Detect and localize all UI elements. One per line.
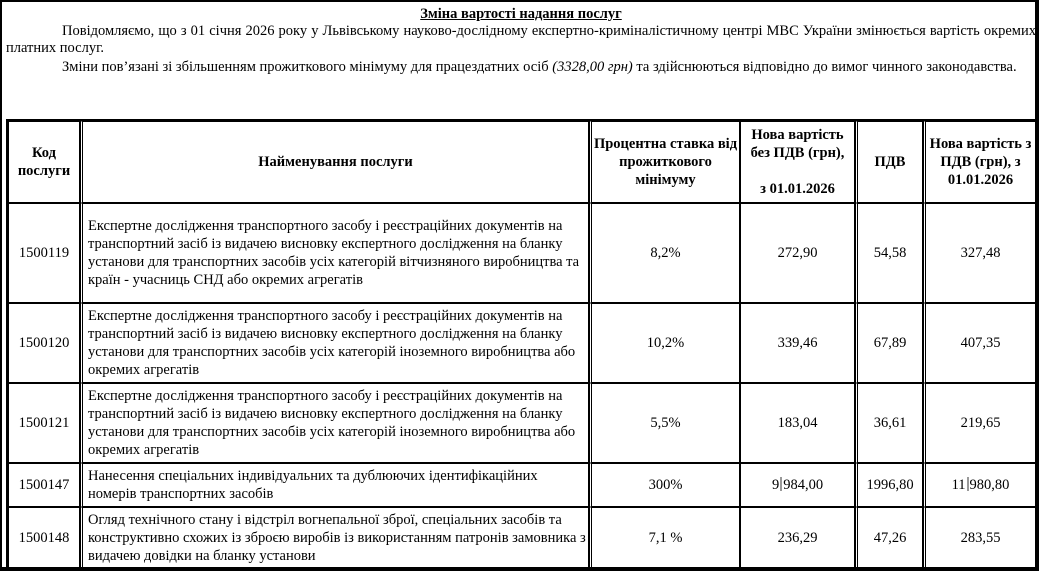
service-price: 339,46 (740, 303, 855, 383)
notice-paragraph-2: Зміни пов’язані зі збільшенням прожиткового мінімуму для працездатних осіб (3328,00 грн) та здійснюються відповідно до вимог чинного законодавства. (62, 59, 1017, 75)
service-price: 236,29 (740, 507, 855, 569)
subsistence-minimum: (3328,00 грн) (552, 59, 633, 75)
service-price: 9 984,00 (740, 463, 855, 507)
table-row (8, 383, 1036, 463)
table-header-row (8, 121, 1036, 203)
service-vat: 67,89 (855, 303, 923, 383)
service-new-price: 327,48 (923, 203, 1036, 303)
service-code: 1500148 (8, 507, 80, 569)
table-row (8, 303, 1036, 383)
service-vat: 36,61 (855, 383, 923, 463)
service-name: Експертне дослідження транспортного засобу і реєстраційних документів на транспортний засіб із видачею висновку експертного дослідження на бланку установи для транспортних засобів усіх категорій іноземного виробництва або окремих агрегатів (80, 303, 589, 383)
header-name: Найменування послуги (80, 121, 589, 203)
service-new-price: 407,35 (923, 303, 1036, 383)
service-pct: 8,2% (589, 203, 740, 303)
digit-separator-mark (780, 477, 782, 491)
service-pct: 5,5% (589, 383, 740, 463)
header-vat: ПДВ (855, 121, 923, 203)
table-row (8, 203, 1036, 303)
service-pct: 10,2% (589, 303, 740, 383)
table-row (8, 507, 1036, 569)
notice-paragraph-1: Повідомляємо, що з 01 січня 2026 року у Львівському науково-дослідному експертно-криміналістичному центрі МВС України змінюється вартість окремих платних послуг. (6, 23, 1036, 56)
service-code: 1500119 (8, 203, 80, 303)
digit-separator-mark (967, 477, 969, 491)
header-price: Нова вартість без ПДВ (грн), з 01.01.2026 (740, 121, 855, 203)
service-vat: 54,58 (855, 203, 923, 303)
service-new-price: 11 980,80 (923, 463, 1036, 507)
service-code: 1500121 (8, 383, 80, 463)
services-table (6, 119, 1038, 571)
table-row (8, 463, 1036, 507)
service-vat: 1996,80 (855, 463, 923, 507)
header-code: Код послуги (8, 121, 80, 203)
header-new-price: Нова вартість з ПДВ (грн), з 01.01.2026 (923, 121, 1036, 203)
service-price: 183,04 (740, 383, 855, 463)
service-pct: 7,1 % (589, 507, 740, 569)
notice-title: Зміна вартості надання послуг (420, 6, 622, 22)
header-pct: Процентна ставка від прожиткового мінімуму (589, 121, 740, 203)
service-name: Нанесення спеціальних індивідуальних та дублюючих ідентифікаційних номерів транспортних засобів (80, 463, 589, 507)
service-vat: 47,26 (855, 507, 923, 569)
service-name: Експертне дослідження транспортного засобу і реєстраційних документів на транспортний засіб із видачею висновку експертного дослідження на бланку установи для транспортних засобів усіх категорій іноземного виробництва або окремих агрегатів (80, 383, 589, 463)
service-name: Експертне дослідження транспортного засобу і реєстраційних документів на транспортний засіб із видачею висновку експертного дослідження на бланку установи для транспортних засобів усіх категорій вітчизняного виробництва та країн - учасниць СНД або окремих агрегатів (80, 203, 589, 303)
service-new-price: 283,55 (923, 507, 1036, 569)
notice-header (6, 6, 1036, 76)
service-price: 272,90 (740, 203, 855, 303)
service-name: Огляд технічного стану і відстріл вогнепальної зброї, спеціальних засобів та конструктивно схожих із зброєю виробів із використанням патронів замовника з видачею довідки на бланку установи (80, 507, 589, 569)
service-pct: 300% (589, 463, 740, 507)
service-new-price: 219,65 (923, 383, 1036, 463)
service-code: 1500120 (8, 303, 80, 383)
service-code: 1500147 (8, 463, 80, 507)
